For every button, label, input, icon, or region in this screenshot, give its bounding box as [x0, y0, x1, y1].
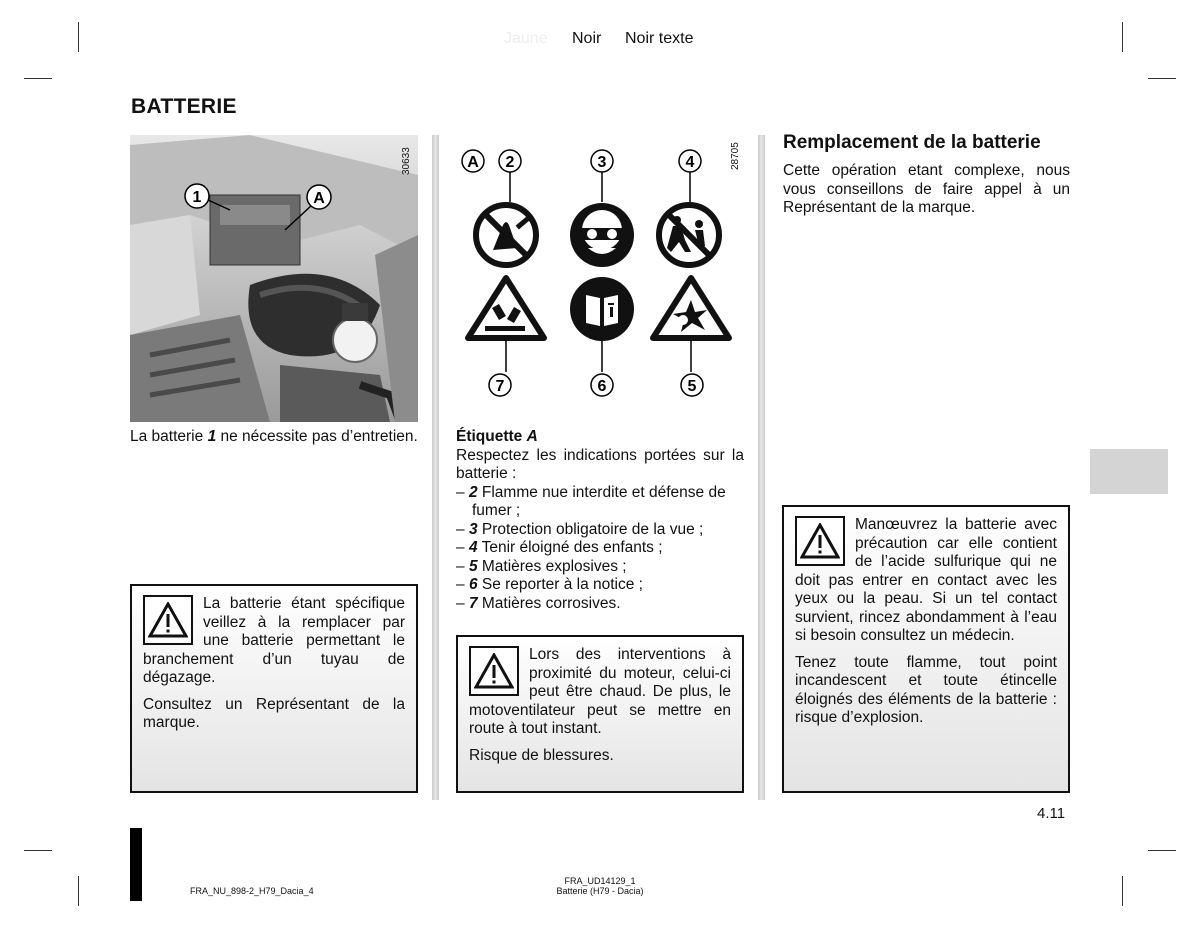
- battery-caption: La batterie 1 ne nécessite pas d’entretien.: [130, 428, 418, 445]
- crop-mark: [1122, 22, 1123, 52]
- column-divider: [758, 135, 765, 800]
- warning-triangle-icon: [469, 646, 519, 696]
- page-number: 4.11: [1037, 805, 1066, 822]
- legend-item: – 7 Matières corrosives.: [456, 594, 621, 612]
- label-number: 3: [597, 154, 607, 171]
- warning-text: Lors des interventions à proximité du moteur, celui-ci peut être chaud. De plus, le motoventilateur peut se mettre en route à tout instant.: [469, 646, 731, 737]
- warning-box-acid: [782, 505, 1070, 793]
- footer-center: [556, 876, 643, 896]
- label-legend: [456, 428, 744, 613]
- legend-item: – 5 Matières explosives ;: [456, 557, 627, 575]
- eye-protection-icon: [570, 203, 634, 267]
- no-flame-icon: [476, 205, 536, 265]
- crop-mark: [1148, 850, 1176, 851]
- warning-text: Manœuvrez la batterie avec précaution car elle contient de l’acide sulfurique qui ne doit pas entrer en contact avec les yeux ou la peau. Si un tel contact survient, rincez abondamment à l’eau si besoin consultez un médecin.: [795, 516, 1057, 644]
- warning-text: Risque de blessures.: [469, 746, 614, 764]
- page-title: BATTERIE: [131, 95, 237, 118]
- label-number: 5: [687, 378, 697, 395]
- legend-item: – 3 Protection obligatoire de la vue ;: [456, 520, 704, 538]
- warning-triangle-icon: [143, 595, 193, 645]
- warning-box-battery-type: [130, 584, 418, 793]
- explosive-icon: [653, 278, 729, 338]
- photo-callout-a: A: [313, 190, 325, 207]
- legend-heading: Étiquette A: [456, 428, 538, 445]
- column-divider: [432, 135, 439, 800]
- footer-center-title: Batterie (H79 - Dacia): [556, 886, 644, 896]
- section-heading: Remplacement de la batterie: [783, 132, 1041, 153]
- chapter-thumb-tab: [1090, 449, 1168, 494]
- crop-mark: [1122, 876, 1123, 906]
- label-number: 7: [495, 378, 505, 395]
- legend-item: – 4 Tenir éloigné des enfants ;: [456, 539, 663, 556]
- photo-code: 30633: [401, 147, 412, 175]
- label-number: 2: [505, 154, 515, 171]
- label-figure: [455, 140, 745, 405]
- engine-bay-photo: [130, 135, 418, 422]
- legend-item: – 2 Flamme nue interdite et défense de fumer ;: [456, 483, 726, 519]
- legend-intro: Respectez les indications portées sur la batterie :: [456, 446, 744, 482]
- warning-text: La batterie étant spécifique veillez à la remplacer par une batterie permettant le branchement d’un tuyau de dégazage.: [143, 595, 405, 686]
- section-body: Cette opération etant complexe, nous vous conseillons de faire appel à un Représentant de la marque.: [783, 162, 1070, 216]
- warning-box-engine-hot: [456, 635, 744, 793]
- footer-center-code: FRA_UD14129_1: [564, 876, 636, 886]
- crop-mark: [1148, 78, 1176, 79]
- warning-text: Tenez toute flamme, tout point incandescent et toute étincelle éloignés des éléments de la batterie : risque d’explosion.: [795, 653, 1057, 726]
- warning-text: Consultez un Représentant de la marque.: [143, 695, 405, 731]
- color-label-jaune: Jaune: [504, 30, 548, 47]
- crop-mark: [24, 78, 52, 79]
- crop-mark: [24, 850, 52, 851]
- warning-triangle-icon: [795, 516, 845, 566]
- label-number: 4: [685, 154, 695, 171]
- footer-left-code: FRA_NU_898-2_H79_Dacia_4: [190, 886, 314, 896]
- corrosive-icon: [468, 278, 544, 338]
- read-manual-icon: [570, 277, 634, 341]
- color-label-noir-texte: Noir texte: [625, 30, 694, 47]
- legend-item: – 6 Se reporter à la notice ;: [456, 576, 643, 593]
- label-letter-a: A: [467, 154, 479, 171]
- color-label-noir: Noir: [572, 30, 602, 47]
- keep-children-away-icon: [659, 205, 719, 265]
- label-number: 6: [597, 378, 607, 395]
- photo-callout-1: 1: [192, 189, 202, 206]
- crop-mark: [78, 22, 79, 52]
- crop-mark: [78, 876, 79, 906]
- label-figure-code: 28705: [730, 142, 741, 170]
- footer-bar: [130, 828, 142, 901]
